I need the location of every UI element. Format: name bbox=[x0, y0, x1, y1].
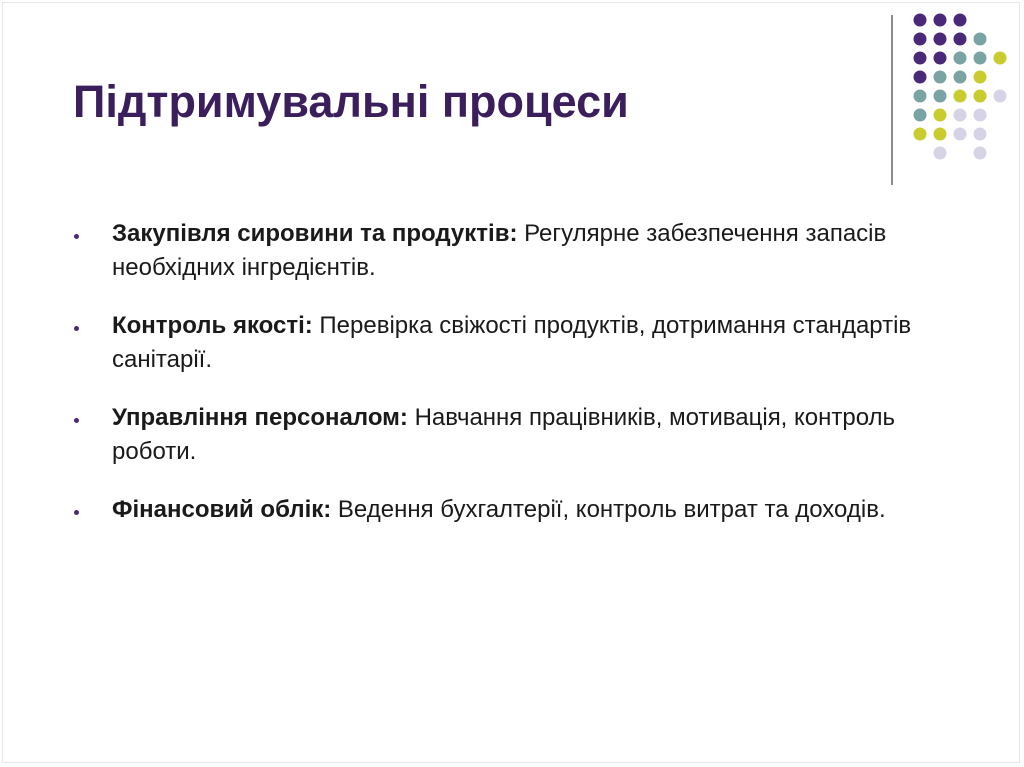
bullet-text: Навчання працівників, мотивація, контроль роботи. bbox=[112, 404, 896, 465]
bullet-item bbox=[66, 309, 966, 377]
decorative-dot bbox=[914, 128, 927, 141]
decorative-dot bbox=[974, 71, 987, 84]
decorative-dot bbox=[914, 14, 927, 27]
decorative-dot bbox=[954, 90, 967, 103]
decorative-dot bbox=[954, 109, 967, 122]
decorative-dot bbox=[934, 33, 947, 46]
decorative-dot bbox=[914, 33, 927, 46]
decorative-dot bbox=[934, 52, 947, 65]
decorative-dot bbox=[954, 14, 967, 27]
bullet-item bbox=[66, 401, 966, 469]
decorative-dot bbox=[934, 90, 947, 103]
decorative-dot bbox=[934, 71, 947, 84]
bullet-item bbox=[66, 217, 966, 285]
bullet-term: Фінансовий облік: bbox=[112, 496, 332, 523]
decorative-dot bbox=[994, 52, 1007, 65]
bullet-point-icon bbox=[74, 510, 79, 515]
dot-grid-decoration bbox=[0, 0, 1024, 200]
decorative-dot bbox=[974, 90, 987, 103]
decorative-dot bbox=[994, 90, 1007, 103]
bullet-text: Перевірка свіжості продуктів, дотримання стандартів санітарії. bbox=[112, 312, 912, 373]
slide-title: Підтримувальні процеси bbox=[73, 76, 629, 127]
decorative-dot bbox=[974, 52, 987, 65]
decorative-dot bbox=[974, 109, 987, 122]
bullet-item bbox=[66, 493, 966, 527]
bullet-point-icon bbox=[74, 326, 79, 331]
bullet-term: Управління персоналом: bbox=[112, 404, 408, 431]
bullet-term: Закупівля сировини та продуктів: bbox=[112, 220, 518, 247]
bullet-point-icon bbox=[74, 234, 79, 239]
decorative-dot bbox=[934, 147, 947, 160]
decorative-dot bbox=[914, 52, 927, 65]
bullet-text: Регулярне забезпечення запасів необхідних інгредієнтів. bbox=[112, 220, 887, 281]
decorative-dot bbox=[934, 128, 947, 141]
decorative-dot bbox=[934, 109, 947, 122]
decorative-dot bbox=[914, 71, 927, 84]
decorative-dot bbox=[914, 90, 927, 103]
decorative-dot bbox=[914, 109, 927, 122]
decorative-dot bbox=[954, 128, 967, 141]
decorative-dot bbox=[934, 14, 947, 27]
bullet-term: Контроль якості: bbox=[112, 312, 313, 339]
decorative-dot bbox=[954, 71, 967, 84]
bullet-point-icon bbox=[74, 418, 79, 423]
decorative-dot bbox=[974, 128, 987, 141]
bullet-list bbox=[66, 217, 966, 551]
decorative-dot bbox=[954, 33, 967, 46]
decorative-dot bbox=[974, 147, 987, 160]
bullet-text: Ведення бухгалтерії, контроль витрат та доходів. bbox=[331, 496, 886, 523]
decorative-dot bbox=[954, 52, 967, 65]
decorative-dot bbox=[974, 33, 987, 46]
